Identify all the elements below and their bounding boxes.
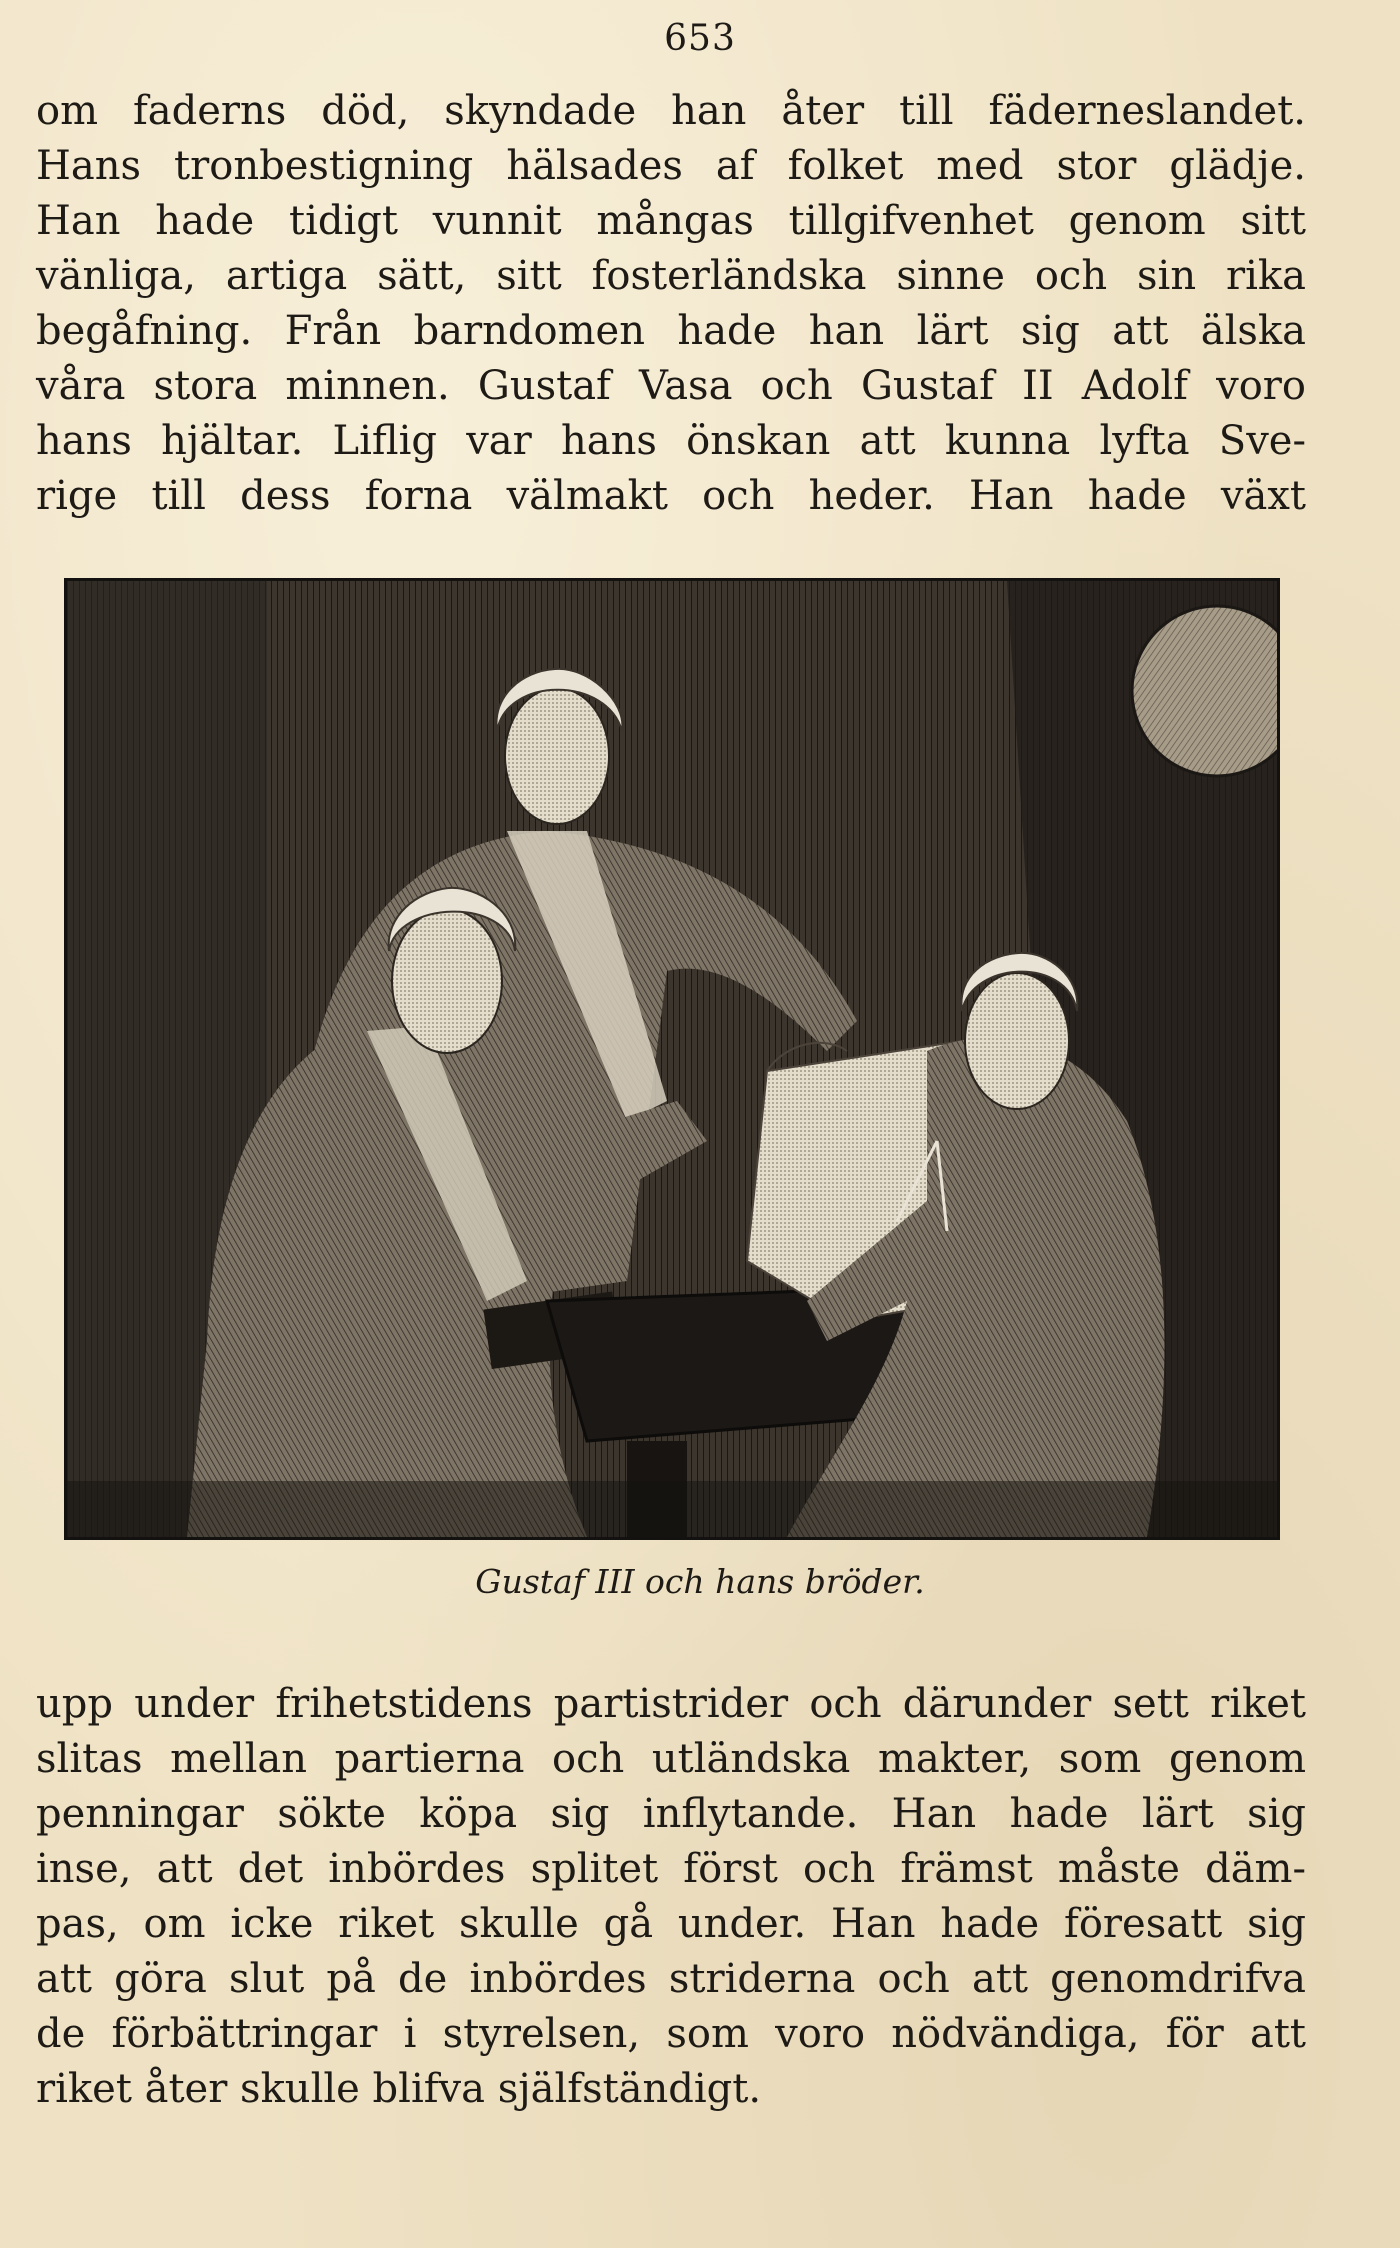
text-line: upp under frihetstidens partistrider och därunder sett riket (36, 1681, 1306, 1727)
paragraph-bottom (36, 1677, 1306, 2117)
text-line: rige till dess forna välmakt och heder. Han hade växt (36, 473, 1306, 519)
engraving-image (67, 581, 1277, 1537)
text-line: hans hjältar. Liflig var hans önskan att kunna lyfta Sve- (36, 418, 1306, 464)
text-line: Hans tronbestigning hälsades af folket med stor glädje. (36, 143, 1306, 189)
text-line: pas, om icke riket skulle gå under. Han hade föresatt sig (36, 1901, 1306, 1947)
text-line: att göra slut på de inbördes striderna och att genomdrifva (36, 1956, 1306, 2002)
text-line: inse, att det inbördes splitet först och främst måste däm- (36, 1846, 1306, 1892)
text-line: riket åter skulle blifva själfständigt. (36, 2066, 762, 2112)
engraving-illustration (64, 578, 1280, 1540)
text-line: Han hade tidigt vunnit mångas tillgifvenhet genom sitt (36, 198, 1306, 244)
text-line: penningar sökte köpa sig inflytande. Han hade lärt sig (36, 1791, 1306, 1837)
text-line: vänliga, artiga sätt, sitt fosterländska sinne och sin rika (36, 253, 1306, 299)
text-line: begåfning. Från barndomen hade han lärt sig att älska (36, 308, 1306, 354)
page-number: 653 (664, 18, 736, 59)
text-line: våra stora minnen. Gustaf Vasa och Gustaf II Adolf voro (36, 363, 1306, 409)
text-line: om faderns död, skyndade han åter till fäderneslandet. (36, 88, 1306, 134)
paragraph-top (36, 84, 1306, 524)
text-line: de förbättringar i styrelsen, som voro nödvändiga, för att (36, 2011, 1306, 2057)
figure-caption: Gustaf III och hans bröder. (475, 1562, 925, 1601)
text-line: slitas mellan partierna och utländska makter, som genom (36, 1736, 1306, 1782)
